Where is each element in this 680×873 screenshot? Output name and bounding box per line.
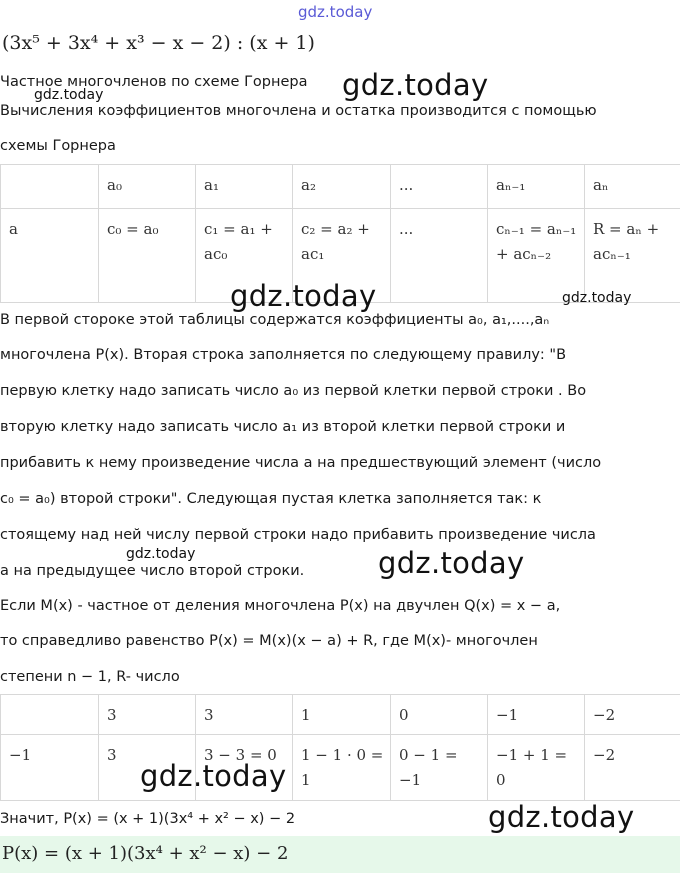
table-cell: −1 [1, 735, 99, 801]
explanation-line: то справедливо равенство P(x) = M(x)(x − a) + R, где M(x)- многочлен [0, 633, 538, 649]
explanation-line: вторую клетку надо записать число a₁ из второй клетки первой строки и [0, 419, 566, 435]
table-cell: −1 + 1 = 0 [488, 735, 585, 801]
section-heading: Частное многочленов по схеме Горнера [0, 74, 308, 90]
table-cell: a₀ [99, 165, 196, 209]
watermark: gdz.today [34, 87, 104, 103]
table-cell: 3 [99, 695, 196, 735]
answer-box [0, 836, 680, 873]
table-cell: a [1, 209, 99, 303]
table-header-row [1, 695, 680, 735]
table-cell [1, 695, 99, 735]
watermark: gdz.today [378, 546, 525, 580]
problem-expression: (3x⁵ + 3x⁴ + x³ − x − 2) : (x + 1) [2, 32, 315, 54]
watermark: gdz.today [140, 759, 287, 793]
table-cell: c₁ = a₁ + ac₀ [196, 209, 293, 303]
intro-line-1: Вычисления коэффициентов многочлена и остатка производится с помощью [0, 103, 597, 119]
table-cell: 1 − 1 · 0 = 1 [293, 735, 391, 801]
explanation-line: многочлена P(x). Вторая строка заполняется по следующему правилу: "В [0, 347, 567, 363]
table-cell: aₙ [585, 165, 680, 209]
table-cell: cₙ₋₁ = aₙ₋₁ + acₙ₋₂ [488, 209, 585, 303]
watermark: gdz.today [562, 290, 632, 306]
table-cell: aₙ₋₁ [488, 165, 585, 209]
table-cell: ... [391, 165, 488, 209]
table-cell [1, 165, 99, 209]
table-cell: −1 [488, 695, 585, 735]
table-cell: 3 [196, 695, 293, 735]
table-cell: R = aₙ + acₙ₋₁ [585, 209, 680, 303]
watermark: gdz.today [126, 546, 196, 562]
table-cell: 0 [391, 695, 488, 735]
table-cell: a₁ [196, 165, 293, 209]
table-cell: 1 [293, 695, 391, 735]
table-cell: ... [391, 209, 488, 303]
explanation-line: В первой стороке этой таблицы содержатся коэффициенты a₀, a₁,....,aₙ [0, 312, 550, 328]
intro-line-2: схемы Горнера [0, 138, 116, 154]
explanation-line: степени n − 1, R- число [0, 669, 180, 685]
table-cell: −2 [585, 695, 680, 735]
explanation-line: первую клетку надо записать число a₀ из первой клетки первой строки . Во [0, 383, 587, 399]
table-cell: 3 [99, 735, 196, 801]
table-cell: 3 − 3 = 0 [196, 735, 293, 801]
watermark: gdz.today [342, 68, 489, 102]
table-cell: c₀ = a₀ [99, 209, 196, 303]
watermark: gdz.today [488, 800, 635, 834]
explanation-line: стоящему над ней числу первой строки надо прибавить произведение числа [0, 527, 596, 543]
table-cell: 0 − 1 = −1 [391, 735, 488, 801]
table-header-row [1, 165, 680, 209]
explanation-line: прибавить к нему произведение числа a на предшествующий элемент (число [0, 455, 602, 471]
result-table [0, 694, 680, 801]
explanation-line: c₀ = a₀) второй строки". Следующая пустая клетка заполняется так: к [0, 491, 542, 507]
table-cell: a₂ [293, 165, 391, 209]
table-cell: −2 [585, 735, 680, 801]
explanation-line: Если M(x) - частное от деления многочлена P(x) на двучлен Q(x) = x − a, [0, 598, 561, 614]
conclusion-text: Значит, P(x) = (x + 1)(3x⁴ + x² − x) − 2 [0, 811, 296, 827]
table-row [1, 735, 680, 801]
explanation-line: a на предыдущее число второй строки. [0, 563, 305, 579]
answer-formula: P(x) = (x + 1)(3x⁴ + x² − x) − 2 [2, 843, 289, 864]
watermark-top: gdz.today [298, 3, 373, 21]
watermark: gdz.today [230, 279, 377, 313]
table-cell: c₂ = a₂ + ac₁ [293, 209, 391, 303]
